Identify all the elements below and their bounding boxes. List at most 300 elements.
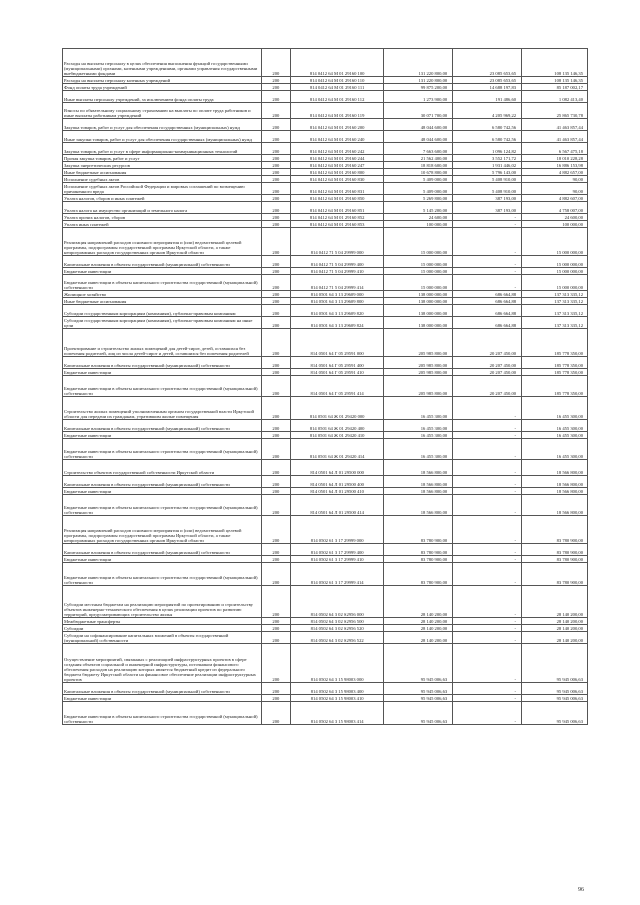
budget-execution-sheet: [62, 48, 588, 725]
row-code: 200: [261, 176, 290, 183]
row-code: 200: [261, 298, 290, 305]
row-name: Бюджетные инвестиции: [63, 268, 262, 275]
row-kbk: 814 0412 64 М 01 29160 112: [291, 91, 384, 103]
row-executed-amount: -: [453, 625, 522, 632]
row-kbk: 814 0412 64 М 01 29160 100: [291, 49, 384, 77]
row-remaining-amount: 16 455 300,00: [522, 439, 588, 460]
row-executed-amount: -: [453, 420, 522, 432]
row-kbk: 814 0412 64 М 01 29160 800: [291, 169, 384, 176]
row-plan-amount: 5 409 000,00: [384, 176, 453, 183]
row-code: 200: [261, 268, 290, 275]
row-code: 200: [261, 544, 290, 556]
row-code: 200: [261, 119, 290, 131]
row-name: Строительство жилых помещений уполномоченным органом государственной власти Иркутской области для передачи их гражданам, утратившим жилые помещения: [63, 397, 262, 420]
row-remaining-amount: 83 780 900,00: [522, 544, 588, 556]
row-kbk: 814 0501 64 Ж 01 29420 400: [291, 420, 384, 432]
row-name: Бюджетные инвестиции в объекты капитального строительства государственной (муниципальной) собственности: [63, 376, 262, 397]
row-remaining-amount: 41 463 857,44: [522, 131, 588, 143]
row-executed-amount: -: [453, 460, 522, 476]
row-code: 200: [261, 305, 290, 317]
table-row: [63, 563, 588, 586]
row-plan-amount: 28 140 200,00: [384, 625, 453, 632]
table-row: [63, 77, 588, 84]
row-code: 200: [261, 195, 290, 202]
row-code: 200: [261, 376, 290, 397]
row-kbk: 814 0502 64 3 02 S2956 520: [291, 625, 384, 632]
row-name: Жилищное хозяйство: [63, 291, 262, 298]
row-name: Реализация направлений расходов основного мероприятия и (или) ведомственной целевой программы, подпрограммы государственной программы Иркутской области, а также непрограммных расходов государственных органов Иркутской области: [63, 516, 262, 544]
row-executed-amount: -: [453, 586, 522, 618]
row-code: 200: [261, 228, 290, 256]
table-row: [63, 439, 588, 460]
row-kbk: 814 0501 64 Ж 01 29420 000: [291, 397, 384, 420]
row-code: 200: [261, 369, 290, 376]
row-name: Реализация направлений расходов основного мероприятия и (или) ведомственной целевой программы, подпрограммы государственной программы Иркутской области, а также непрограммных расходов государственных органов Иркутской области: [63, 228, 262, 256]
table-row: [63, 476, 588, 488]
row-remaining-amount: 28 140 200,00: [522, 618, 588, 625]
row-code: 200: [261, 317, 290, 329]
row-code: 200: [261, 495, 290, 516]
row-plan-amount: 48 044 600,00: [384, 131, 453, 143]
row-plan-amount: 138 000 000,00: [384, 291, 453, 298]
row-remaining-amount: 15 000 000,00: [522, 256, 588, 268]
row-name: Бюджетные инвестиции: [63, 369, 262, 376]
row-remaining-amount: 95 945 006,63: [522, 702, 588, 725]
row-plan-amount: 18 566 800,00: [384, 476, 453, 488]
table-row: [63, 84, 588, 91]
row-name: Уплата налога на имущество организаций и земельного налога: [63, 202, 262, 214]
row-plan-amount: 24 600,00: [384, 214, 453, 221]
row-plan-amount: 16 455 300,00: [384, 432, 453, 439]
row-name: Закупка товаров, работ и услуг в сфере информационно-коммуникационных технологий: [63, 143, 262, 155]
row-executed-amount: -: [453, 683, 522, 695]
row-remaining-amount: 4 882 657,00: [522, 169, 588, 176]
table-row: [63, 91, 588, 103]
table-row: [63, 695, 588, 702]
row-name: Исполнение судебных актов Российской Федерации и мировых соглашений по возмещению причиненного вреда: [63, 183, 262, 195]
row-plan-amount: 30 071 700,00: [384, 103, 453, 119]
row-plan-amount: 131 220 800,00: [384, 77, 453, 84]
table-row: [63, 221, 588, 228]
row-code: 200: [261, 103, 290, 119]
table-row: [63, 420, 588, 432]
row-remaining-amount: 18 566 800,00: [522, 460, 588, 476]
row-plan-amount: 18 566 800,00: [384, 495, 453, 516]
row-name: Субсидии: [63, 625, 262, 632]
row-name: Капитальные вложения в объекты государственной (муниципальной) собственности: [63, 357, 262, 369]
row-plan-amount: 131 220 800,00: [384, 49, 453, 77]
row-kbk: 814 0501 64 3 13 29609 000: [291, 291, 384, 298]
row-kbk: 814 0501 64 Л 01 29500 400: [291, 476, 384, 488]
row-plan-amount: 138 000 000,00: [384, 317, 453, 329]
row-kbk: 814 0412 64 М 01 29160 200: [291, 119, 384, 131]
row-kbk: 814 0502 64 3 15 98003 410: [291, 695, 384, 702]
row-plan-amount: 10 678 800,00: [384, 169, 453, 176]
row-kbk: 814 0501 64 3 13 29609 824: [291, 317, 384, 329]
row-name: Бюджетные инвестиции в объекты капитального строительства государственной (муниципальной) собственности: [63, 563, 262, 586]
row-kbk: 814 0501 64 Л 01 29500 414: [291, 495, 384, 516]
row-executed-amount: -: [453, 495, 522, 516]
row-name: Строительство объектов государственной собственности Иркутской области: [63, 460, 262, 476]
row-code: 200: [261, 169, 290, 176]
row-kbk: 814 0502 61 3 17 29999 414: [291, 563, 384, 586]
row-remaining-amount: 95 945 006,63: [522, 644, 588, 683]
row-code: 200: [261, 291, 290, 298]
row-plan-amount: 100 000,00: [384, 221, 453, 228]
row-code: 200: [261, 162, 290, 169]
row-code: 200: [261, 91, 290, 103]
table-row: [63, 618, 588, 625]
row-name: Фонд оплаты труда учреждений: [63, 84, 262, 91]
row-name: Уплата прочих налогов, сборов: [63, 214, 262, 221]
budget-table: [62, 48, 588, 725]
row-remaining-amount: 15 000 000,00: [522, 275, 588, 291]
row-name: Субсидии на софинансирование капитальных вложений в объекты государственной (муниципальной) собственности: [63, 632, 262, 644]
table-row: [63, 586, 588, 618]
row-executed-amount: 5 408 910,00: [453, 176, 522, 183]
table-row: [63, 119, 588, 131]
row-name: Прочая закупка товаров, работ и услуг: [63, 155, 262, 162]
row-plan-amount: 95 945 006,63: [384, 644, 453, 683]
row-kbk: 814 0412 64 М 01 29160 831: [291, 183, 384, 195]
row-name: Закупка товаров, работ и услуг для обеспечения государственных (муниципальных) нужд: [63, 119, 262, 131]
row-code: 200: [261, 131, 290, 143]
row-executed-amount: -: [453, 632, 522, 644]
table-row: [63, 317, 588, 329]
row-name: Проектирование и строительство жилых помещений для детей-сирот, детей, оставшихся без попечения родителей, лиц из числа детей-сирот и детей, оставшихся без попечения родителей: [63, 329, 262, 357]
table-row: [63, 131, 588, 143]
row-remaining-amount: 83 780 900,00: [522, 556, 588, 563]
row-name: Бюджетные инвестиции: [63, 488, 262, 495]
row-remaining-amount: 15 000 000,00: [522, 228, 588, 256]
table-row: [63, 183, 588, 195]
row-executed-amount: -: [453, 256, 522, 268]
row-name: Бюджетные инвестиции в объекты капитального строительства государственной (муниципальной) собственности: [63, 439, 262, 460]
row-code: 200: [261, 460, 290, 476]
row-plan-amount: 7 663 600,00: [384, 143, 453, 155]
row-remaining-amount: 15 000 000,00: [522, 268, 588, 275]
row-executed-amount: -: [453, 221, 522, 228]
row-executed-amount: 686 664,88: [453, 317, 522, 329]
row-kbk: 814 0412 64 М 01 29160 853: [291, 221, 384, 228]
row-name: Бюджетные инвестиции в объекты капитального строительства государственной (муниципальной) собственности: [63, 275, 262, 291]
row-plan-amount: 18 566 800,00: [384, 460, 453, 476]
row-name: Осуществление мероприятий, связанных с реализацией инфраструктурных проектов в сфере создания объектов социальной и инженерной инфраструктуры, источником финансового обеспечения расходов на реализацию которых является бюджетный кредит из федерального бюджета бюджету Иркутской области на финансовое обеспечение реализации инфраструктурных проектов: [63, 644, 262, 683]
row-code: 200: [261, 516, 290, 544]
row-kbk: 814 0412 71 5 04 29999 000: [291, 228, 384, 256]
row-kbk: 814 0502 61 3 17 29999 000: [291, 516, 384, 544]
row-executed-amount: -: [453, 695, 522, 702]
row-name: Межбюджетные трансферты: [63, 618, 262, 625]
row-kbk: 814 0502 64 3 15 98003 400: [291, 683, 384, 695]
row-plan-amount: 83 780 900,00: [384, 563, 453, 586]
table-row: [63, 228, 588, 256]
row-plan-amount: 16 455 300,00: [384, 397, 453, 420]
row-name: Субсидии государственным корпорациям (компаниям), публично-правовым компаниям на иные цели: [63, 317, 262, 329]
row-remaining-amount: 18 566 800,00: [522, 488, 588, 495]
row-code: 200: [261, 556, 290, 563]
table-row: [63, 544, 588, 556]
table-row: [63, 143, 588, 155]
row-name: Капитальные вложения в объекты государственной (муниципальной) собственности: [63, 256, 262, 268]
row-remaining-amount: 108 135 146,35: [522, 49, 588, 77]
row-remaining-amount: 95 945 006,63: [522, 683, 588, 695]
row-executed-amount: 6 580 742,56: [453, 131, 522, 143]
row-executed-amount: 14 688 197,83: [453, 84, 522, 91]
row-remaining-amount: 25 865 730,78: [522, 103, 588, 119]
row-plan-amount: 15 000 000,00: [384, 268, 453, 275]
row-remaining-amount: 18 566 800,00: [522, 476, 588, 488]
row-code: 200: [261, 476, 290, 488]
row-code: 200: [261, 256, 290, 268]
row-executed-amount: 20 207 450,00: [453, 376, 522, 397]
row-name: Капитальные вложения в объекты государственной (муниципальной) собственности: [63, 476, 262, 488]
row-name: Иные закупки товаров, работ и услуг для обеспечения государственных (муниципальных) нужд: [63, 131, 262, 143]
row-code: 200: [261, 84, 290, 91]
row-remaining-amount: 41 463 857,44: [522, 119, 588, 131]
row-executed-amount: -: [453, 275, 522, 291]
row-remaining-amount: 1 082 413,40: [522, 91, 588, 103]
row-plan-amount: 21 562 400,00: [384, 155, 453, 162]
row-kbk: 814 0412 71 5 04 29999 400: [291, 256, 384, 268]
row-kbk: 814 0412 64 М 01 29160 247: [291, 162, 384, 169]
table-row: [63, 369, 588, 376]
row-kbk: 814 0501 64 Ж 01 29420 410: [291, 432, 384, 439]
row-executed-amount: 1 931 446,02: [453, 162, 522, 169]
table-row: [63, 460, 588, 476]
row-code: 200: [261, 221, 290, 228]
row-executed-amount: 4 205 969,22: [453, 103, 522, 119]
row-kbk: 814 0412 64 М 01 29160 110: [291, 77, 384, 84]
table-row: [63, 683, 588, 695]
row-kbk: 814 0502 61 3 17 29999 410: [291, 556, 384, 563]
row-executed-amount: 686 664,88: [453, 291, 522, 298]
row-code: 200: [261, 275, 290, 291]
table-row: [63, 214, 588, 221]
row-code: 200: [261, 357, 290, 369]
row-executed-amount: 1 096 124,82: [453, 143, 522, 155]
row-executed-amount: -: [453, 516, 522, 544]
row-kbk: 814 0501 64 Г 05 29591 000: [291, 329, 384, 357]
row-plan-amount: 138 000 000,00: [384, 305, 453, 317]
table-row: [63, 305, 588, 317]
table-row: [63, 516, 588, 544]
row-plan-amount: 83 780 900,00: [384, 544, 453, 556]
row-kbk: 814 0501 64 Ж 01 29420 414: [291, 439, 384, 460]
row-name: Расходы на выплаты персоналу казенных учреждений: [63, 77, 262, 84]
row-plan-amount: 5 269 800,00: [384, 195, 453, 202]
row-name: Уплата иных платежей: [63, 221, 262, 228]
row-kbk: 814 0412 64 М 01 29160 851: [291, 202, 384, 214]
row-name: Капитальные вложения в объекты государственной (муниципальной) собственности: [63, 683, 262, 695]
row-remaining-amount: 95 945 006,63: [522, 695, 588, 702]
row-plan-amount: 15 000 000,00: [384, 228, 453, 256]
row-code: 200: [261, 329, 290, 357]
row-executed-amount: 686 664,88: [453, 305, 522, 317]
row-executed-amount: -: [453, 556, 522, 563]
row-executed-amount: 20 207 450,00: [453, 329, 522, 357]
row-code: 200: [261, 397, 290, 420]
row-remaining-amount: 16 455 300,00: [522, 432, 588, 439]
row-code: 200: [261, 202, 290, 214]
table-row: [63, 625, 588, 632]
row-name: Бюджетные инвестиции: [63, 695, 262, 702]
table-row: [63, 49, 588, 77]
row-remaining-amount: 4 882 607,00: [522, 195, 588, 202]
row-remaining-amount: 83 780 900,00: [522, 516, 588, 544]
row-plan-amount: 95 945 006,63: [384, 683, 453, 695]
row-remaining-amount: 18 566 800,00: [522, 495, 588, 516]
row-kbk: 814 0412 64 М 01 29160 111: [291, 84, 384, 91]
row-remaining-amount: 100 000,00: [522, 221, 588, 228]
table-row: [63, 702, 588, 725]
row-executed-amount: -: [453, 644, 522, 683]
row-executed-amount: -: [453, 476, 522, 488]
row-plan-amount: 28 140 200,00: [384, 618, 453, 625]
row-plan-amount: 16 455 300,00: [384, 420, 453, 432]
row-name: Уплата налогов, сборов и иных платежей: [63, 195, 262, 202]
table-row: [63, 155, 588, 162]
row-plan-amount: 83 780 900,00: [384, 556, 453, 563]
row-remaining-amount: 16 455 300,00: [522, 420, 588, 432]
row-remaining-amount: 85 187 002,17: [522, 84, 588, 91]
row-name: Бюджетные инвестиции: [63, 432, 262, 439]
row-code: 200: [261, 632, 290, 644]
table-row: [63, 632, 588, 644]
row-kbk: 814 0412 64 М 01 29160 830: [291, 176, 384, 183]
row-plan-amount: 205 985 800,00: [384, 329, 453, 357]
row-name: Капитальные вложения в объекты государственной (муниципальной) собственности: [63, 544, 262, 556]
row-plan-amount: 83 780 900,00: [384, 516, 453, 544]
row-executed-amount: -: [453, 618, 522, 625]
row-plan-amount: 48 044 600,00: [384, 119, 453, 131]
row-executed-amount: 191 486,60: [453, 91, 522, 103]
row-remaining-amount: 6 567 475,18: [522, 143, 588, 155]
row-plan-amount: 28 140 200,00: [384, 632, 453, 644]
row-executed-amount: 6 580 742,56: [453, 119, 522, 131]
row-remaining-amount: 185 778 350,00: [522, 357, 588, 369]
row-code: 200: [261, 618, 290, 625]
table-row: [63, 275, 588, 291]
row-executed-amount: 20 207 450,00: [453, 357, 522, 369]
row-name: Взносы по обязательному социальному страхованию на выплаты по оплате труда работников и иные выплаты работникам учреждений: [63, 103, 262, 119]
row-executed-amount: -: [453, 702, 522, 725]
row-kbk: 814 0502 64 3 02 S2956 500: [291, 618, 384, 625]
row-code: 200: [261, 214, 290, 221]
row-name: Иные бюджетные ассигнования: [63, 169, 262, 176]
row-executed-amount: 387 193,00: [453, 195, 522, 202]
row-code: 200: [261, 625, 290, 632]
row-plan-amount: 15 000 000,00: [384, 275, 453, 291]
row-remaining-amount: 90,00: [522, 183, 588, 195]
row-code: 200: [261, 77, 290, 84]
row-executed-amount: -: [453, 268, 522, 275]
row-kbk: 814 0502 64 3 02 S2956 000: [291, 586, 384, 618]
row-kbk: 814 0501 64 3 13 29609 800: [291, 298, 384, 305]
row-plan-amount: 205 985 800,00: [384, 369, 453, 376]
table-row: [63, 376, 588, 397]
table-row: [63, 256, 588, 268]
row-kbk: 814 0502 64 3 02 S2956 522: [291, 632, 384, 644]
row-remaining-amount: 185 778 350,00: [522, 376, 588, 397]
row-executed-amount: -: [453, 563, 522, 586]
row-plan-amount: 99 875 200,00: [384, 84, 453, 91]
row-code: 200: [261, 644, 290, 683]
row-executed-amount: 23 085 653,65: [453, 77, 522, 84]
row-executed-amount: 23 085 653,65: [453, 49, 522, 77]
row-kbk: 814 0502 61 3 17 29999 400: [291, 544, 384, 556]
row-name: Бюджетные инвестиции: [63, 556, 262, 563]
row-executed-amount: 387 193,00: [453, 202, 522, 214]
table-row: [63, 169, 588, 176]
table-row: [63, 495, 588, 516]
row-name: Закупка энергетических ресурсов: [63, 162, 262, 169]
row-name: Капитальные вложения в объекты государственной (муниципальной) собственности: [63, 420, 262, 432]
row-remaining-amount: 185 778 350,00: [522, 329, 588, 357]
row-remaining-amount: 83 780 900,00: [522, 563, 588, 586]
row-code: 200: [261, 488, 290, 495]
row-code: 200: [261, 49, 290, 77]
table-row: [63, 397, 588, 420]
table-row: [63, 357, 588, 369]
table-row: [63, 298, 588, 305]
row-code: 200: [261, 563, 290, 586]
row-code: 200: [261, 586, 290, 618]
row-executed-amount: 3 552 171,72: [453, 155, 522, 162]
row-remaining-amount: 90,00: [522, 176, 588, 183]
row-kbk: 814 0502 64 3 15 98003 414: [291, 702, 384, 725]
row-kbk: 814 0412 71 5 04 29999 410: [291, 268, 384, 275]
row-code: 200: [261, 695, 290, 702]
row-name: Субсидии государственным корпорациям (компаниям), публично-правовым компаниям: [63, 305, 262, 317]
row-plan-amount: 16 455 300,00: [384, 439, 453, 460]
row-plan-amount: 5 409 000,00: [384, 183, 453, 195]
row-plan-amount: 138 000 000,00: [384, 298, 453, 305]
row-name: Бюджетные инвестиции в объекты капитального строительства государственной (муниципальной) собственности: [63, 702, 262, 725]
table-row: [63, 556, 588, 563]
row-executed-amount: 686 664,88: [453, 298, 522, 305]
row-kbk: 814 0502 64 3 15 98003 000: [291, 644, 384, 683]
row-remaining-amount: 18 010 228,28: [522, 155, 588, 162]
row-name: Иные выплаты персоналу учреждений, за исключением фонда оплаты труда: [63, 91, 262, 103]
row-executed-amount: 20 207 450,00: [453, 369, 522, 376]
row-name: Иные бюджетные ассигнования: [63, 298, 262, 305]
row-executed-amount: -: [453, 544, 522, 556]
row-remaining-amount: 16 455 300,00: [522, 397, 588, 420]
table-row: [63, 176, 588, 183]
row-code: 200: [261, 155, 290, 162]
row-plan-amount: 205 985 800,00: [384, 376, 453, 397]
row-executed-amount: -: [453, 397, 522, 420]
row-kbk: 814 0501 64 Г 05 29591 414: [291, 376, 384, 397]
row-executed-amount: -: [453, 432, 522, 439]
row-plan-amount: 18 566 800,00: [384, 488, 453, 495]
table-row: [63, 103, 588, 119]
table-row: [63, 329, 588, 357]
row-code: 200: [261, 420, 290, 432]
row-kbk: 814 0412 64 М 01 29160 852: [291, 214, 384, 221]
row-executed-amount: -: [453, 228, 522, 256]
row-plan-amount: 15 000 000,00: [384, 256, 453, 268]
table-row: [63, 162, 588, 169]
row-kbk: 814 0412 71 5 04 29999 414: [291, 275, 384, 291]
row-code: 200: [261, 432, 290, 439]
row-kbk: 814 0501 64 Л 01 29500 410: [291, 488, 384, 495]
row-remaining-amount: 24 600,00: [522, 214, 588, 221]
row-plan-amount: 95 945 006,63: [384, 702, 453, 725]
row-code: 200: [261, 702, 290, 725]
table-row: [63, 268, 588, 275]
